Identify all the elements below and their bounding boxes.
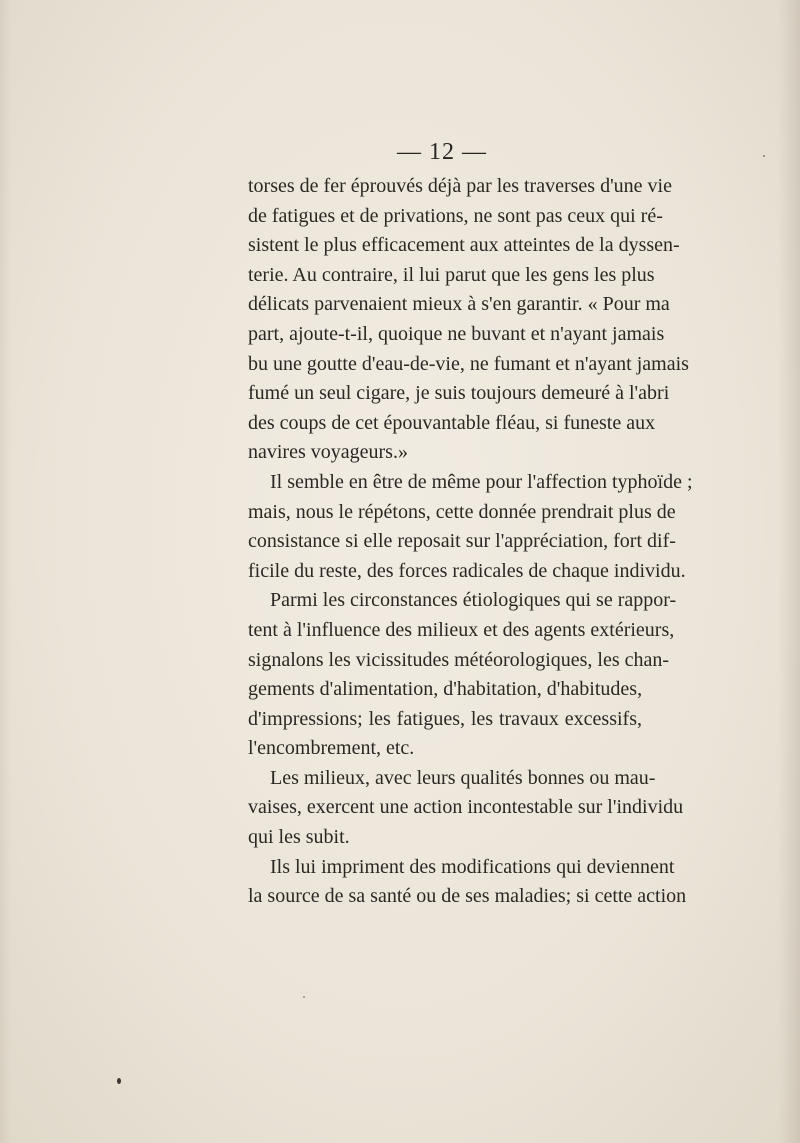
text-line: de fatigues et de privations, ne sont pas ceux qui ré-: [248, 204, 663, 227]
ink-speck: [303, 996, 305, 998]
page-number: — 12 —: [397, 139, 487, 165]
text-line: la source de sa santé ou de ses maladies; si cette action: [248, 885, 687, 908]
page-edge-shadow-right: [778, 0, 800, 1143]
text-line: consistance si elle reposait sur l'appréciation, fort dif-: [248, 530, 676, 553]
text-line: part, ajoute-t-il, quoique ne buvant et n'ayant jamais: [248, 322, 665, 345]
text-line: mais, nous le répétons, cette donnée prendrait plus de: [248, 500, 676, 523]
text-line: bu une goutte d'eau-de-vie, ne fumant et n'ayant jamais: [248, 352, 689, 375]
text-line: navires voyageurs.»: [248, 441, 408, 464]
text-line: terie. Au contraire, il lui parut que les gens les plus: [248, 263, 655, 286]
text-line: fumé un seul cigare, je suis toujours demeuré à l'abri: [248, 382, 670, 405]
text-line: vaises, exercent une action incontestable sur l'individu: [248, 796, 684, 819]
text-line: Ils lui impriment des modifications qui deviennent: [270, 855, 675, 878]
text-line: tent à l'influence des milieux et des agents extérieurs,: [248, 618, 675, 641]
text-line: qui les subit.: [248, 826, 350, 849]
page-edge-shadow-left: [0, 0, 12, 1143]
text-line: torses de fer éprouvés déjà par les traverses d'une vie: [248, 175, 672, 197]
text-line: ficile du reste, des forces radicales de chaque individu.: [248, 559, 686, 582]
text-line: Les milieux, avec leurs qualités bonnes ou mau-: [270, 766, 656, 789]
ink-speck: [117, 1078, 121, 1084]
text-line: Parmi les circonstances étiologiques qui se rappor-: [270, 589, 677, 612]
text-line: des coups de cet épouvantable fléau, si funeste aux: [248, 411, 656, 434]
text-line: sistent le plus efficacement aux atteintes de la dyssen-: [248, 234, 680, 257]
text-line: Il semble en être de même pour l'affection typhoïde ;: [270, 470, 693, 493]
text-line: d'impressions; les fatigues, les travaux excessifs,: [248, 707, 642, 730]
ink-speck: [763, 155, 765, 157]
body-text: [248, 172, 693, 912]
text-line: gements d'alimentation, d'habitation, d'habitudes,: [248, 678, 643, 701]
text-line: l'encombrement, etc.: [248, 737, 415, 760]
text-line: signalons les vicissitudes météorologiques, les chan-: [248, 648, 670, 671]
text-line: délicats parvenaient mieux à s'en garantir. « Pour ma: [248, 293, 670, 316]
